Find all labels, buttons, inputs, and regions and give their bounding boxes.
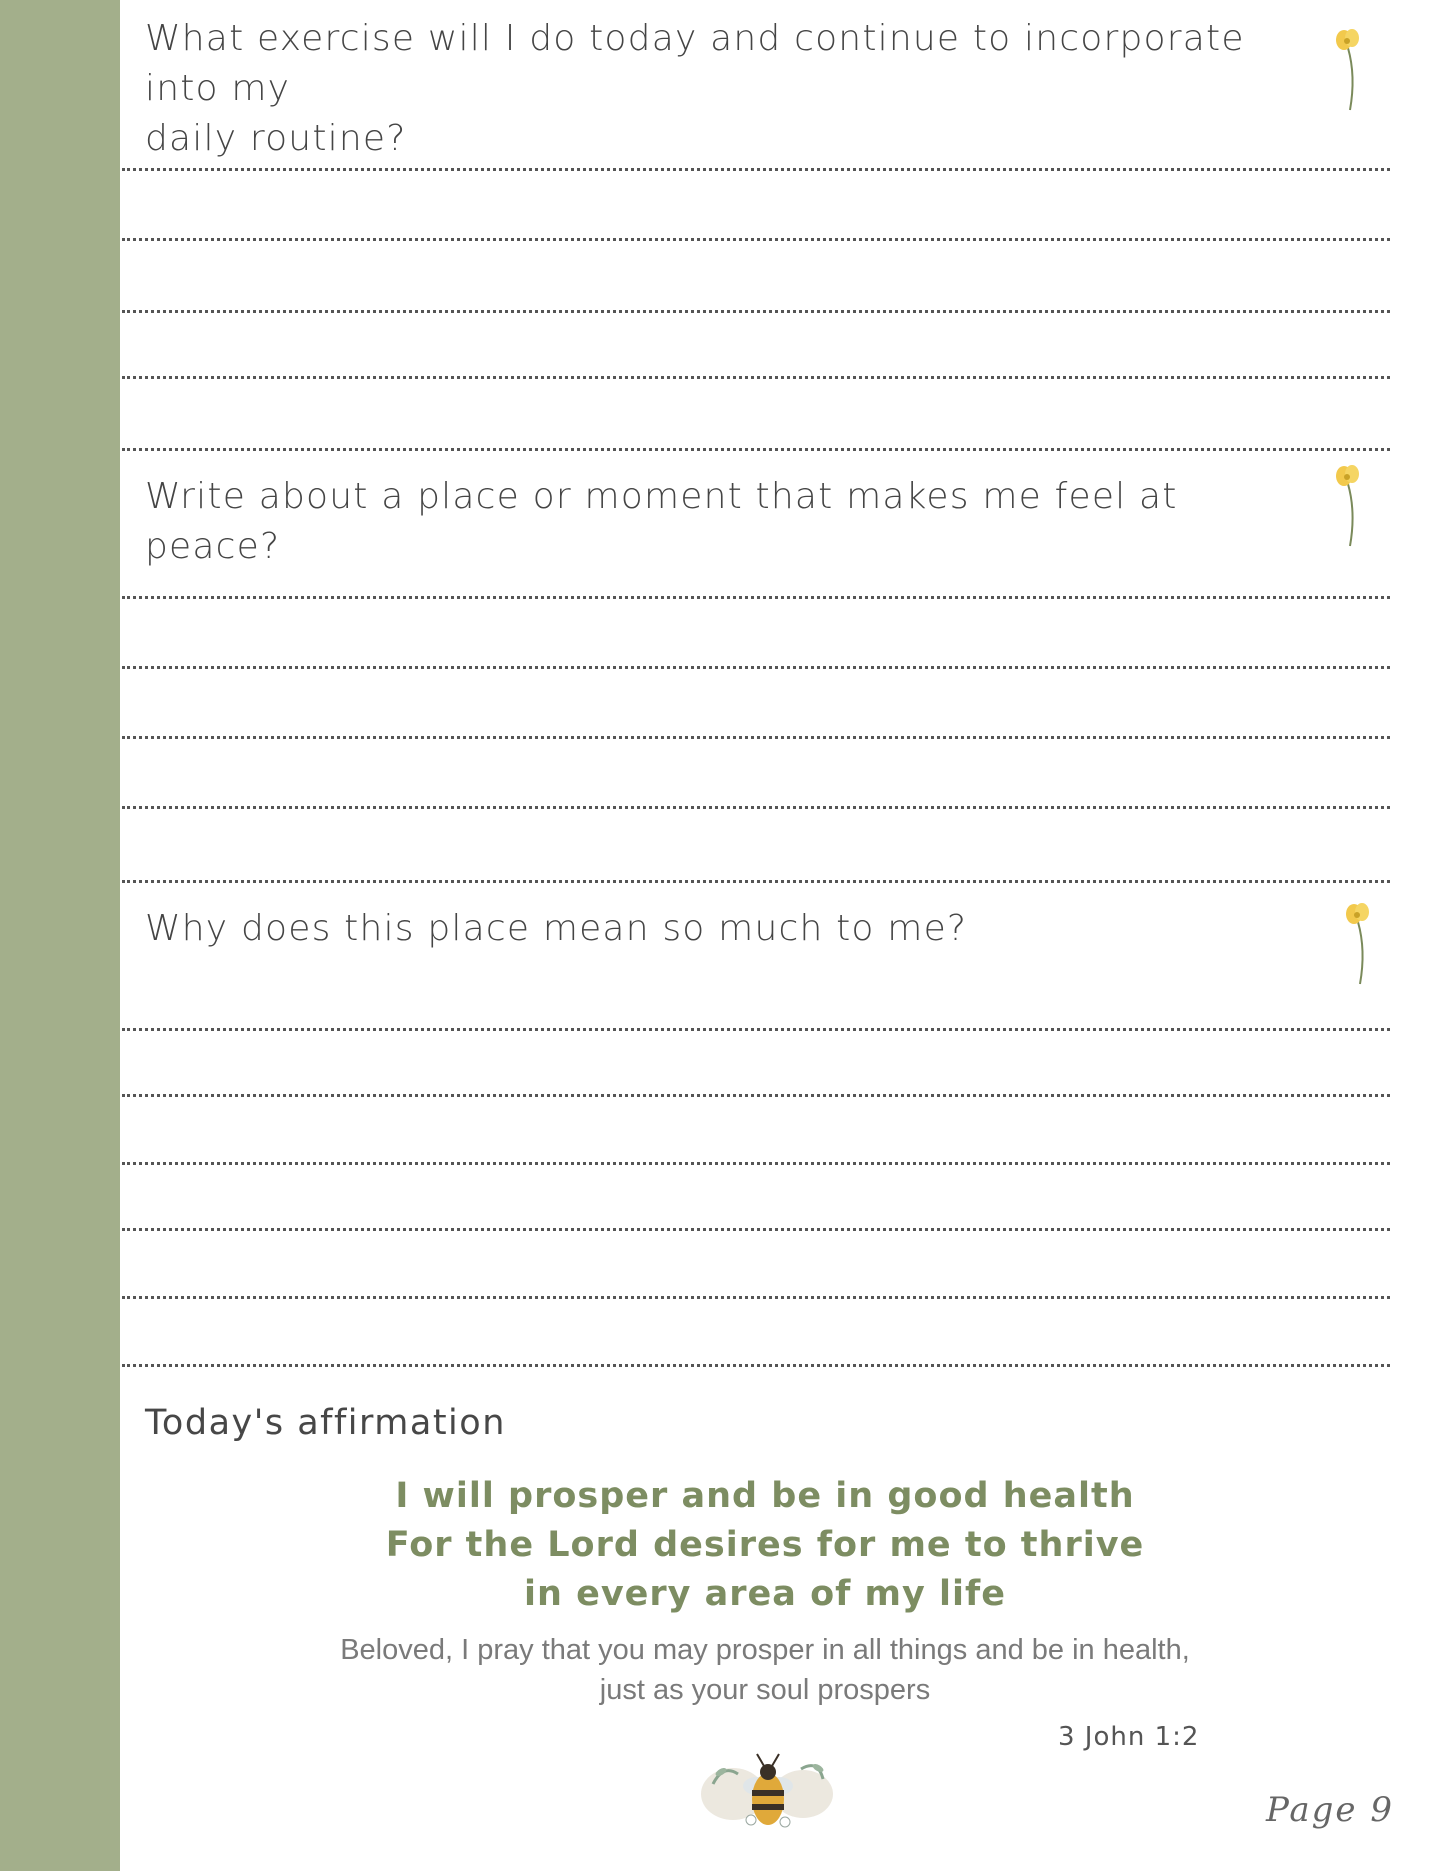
question-1-line-1: What exercise will I do today and continue to incorporate into my: [145, 18, 1245, 109]
answer-line[interactable]: [122, 1028, 1390, 1031]
flower-icon: [1330, 26, 1370, 112]
affirmation-line-3: in every area of my life: [524, 1574, 1006, 1614]
answer-line[interactable]: [122, 1296, 1390, 1299]
question-1-line-2: daily routine?: [145, 118, 407, 159]
affirmation-line-2: For the Lord desires for me to thrive: [385, 1525, 1145, 1565]
page-number: Page 9: [1266, 1790, 1394, 1830]
answer-line[interactable]: [122, 376, 1390, 379]
scripture-reference: 3 John 1:2: [1058, 1722, 1200, 1752]
answer-line[interactable]: [122, 310, 1390, 313]
question-3-line-1: Why does this place mean so much to me?: [145, 908, 968, 949]
question-2: [145, 472, 1275, 572]
answer-line[interactable]: [122, 238, 1390, 241]
answer-line[interactable]: [122, 596, 1390, 599]
flower-icon: [1340, 900, 1380, 986]
answer-line[interactable]: [122, 880, 1390, 883]
answer-line[interactable]: [122, 1364, 1390, 1367]
answer-line[interactable]: [122, 1228, 1390, 1231]
affirmation-text: [330, 1472, 1200, 1619]
answer-line[interactable]: [122, 666, 1390, 669]
verse-line-1: Beloved, I pray that you may prosper in all things and be in health,: [340, 1634, 1190, 1666]
scripture-verse: [270, 1630, 1260, 1710]
answer-line[interactable]: [122, 168, 1390, 171]
answer-line[interactable]: [122, 1094, 1390, 1097]
bee-icon: [693, 1744, 843, 1844]
affirmation-line-1: I will prosper and be in good health: [395, 1476, 1135, 1516]
answer-line[interactable]: [122, 1162, 1390, 1165]
answer-line[interactable]: [122, 736, 1390, 739]
answer-line[interactable]: [122, 806, 1390, 809]
affirmation-label: Today's affirmation: [145, 1403, 506, 1443]
answer-line[interactable]: [122, 448, 1390, 451]
question-3: [145, 904, 1275, 954]
question-1: [145, 14, 1275, 164]
flower-icon: [1330, 462, 1370, 548]
verse-line-2: just as your soul prospers: [599, 1674, 931, 1706]
question-2-line-1: Write about a place or moment that makes me feel at peace?: [145, 476, 1178, 567]
sidebar-strip: [0, 0, 120, 1871]
